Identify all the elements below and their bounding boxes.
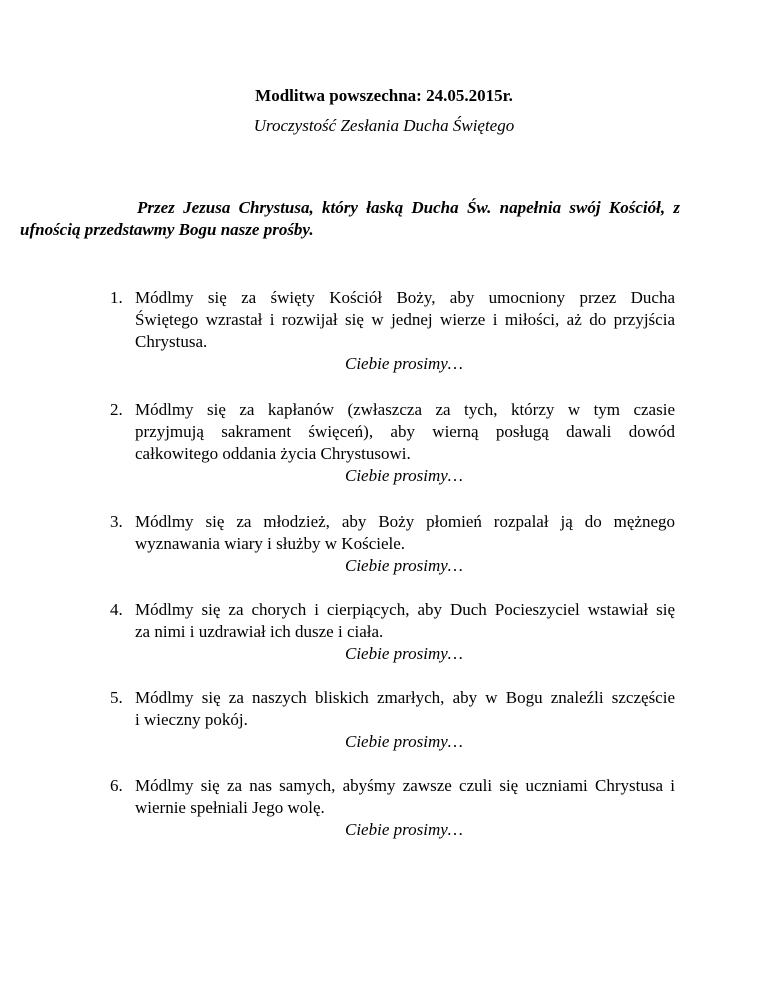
- petition-number: 4.: [110, 600, 123, 619]
- petition-item: [110, 599, 675, 665]
- petition-number: 3.: [110, 512, 123, 531]
- petition-line: Módlmy się za święty Kościół Boży, aby umocniony przez Ducha: [135, 288, 675, 307]
- petition-item: [110, 687, 675, 753]
- petition-response: Ciebie prosimy…: [345, 732, 463, 751]
- intro-paragraph: [20, 197, 680, 241]
- petition-number: 1.: [110, 288, 123, 307]
- petition-number: 5.: [110, 688, 123, 707]
- petition-line: całkowitego oddania życia Chrystusowi.: [135, 444, 411, 463]
- petition-line: i wieczny pokój.: [135, 710, 248, 729]
- petition-text: [135, 399, 675, 487]
- petition-line: Chrystusa.: [135, 332, 208, 351]
- petition-line: Módlmy się za naszych bliskich zmarłych, aby w Bogu znaleźli szczęście: [135, 688, 675, 707]
- intro-line: Przez Jezusa Chrystusa, który łaską Ducha Św. napełnia swój Kościół, z: [137, 198, 680, 217]
- petition-item: [110, 511, 675, 577]
- petition-number: 6.: [110, 776, 123, 795]
- petition-response: Ciebie prosimy…: [345, 820, 463, 839]
- petition-number: 2.: [110, 400, 123, 419]
- petition-line: Módlmy się za nas samych, abyśmy zawsze czuli się uczniami Chrystusa i: [135, 776, 675, 795]
- petition-item: [110, 287, 675, 375]
- petition-text: [135, 287, 675, 375]
- petition-text: [135, 511, 675, 577]
- petition-text: [135, 775, 675, 841]
- petition-response: Ciebie prosimy…: [345, 466, 463, 485]
- petition-response: Ciebie prosimy…: [345, 556, 463, 575]
- intro-line: ufnością przedstawmy Bogu nasze prośby.: [20, 220, 314, 239]
- petition-response: Ciebie prosimy…: [345, 644, 463, 663]
- petition-line: Módlmy się za chorych i cierpiących, aby Duch Pocieszyciel wstawiał się: [135, 600, 675, 619]
- petition-item: [110, 775, 675, 841]
- petition-item: [110, 399, 675, 487]
- petition-line: wyznawania wiary i służby w Kościele.: [135, 534, 406, 553]
- petition-line: Módlmy się za młodzież, aby Boży płomień rozpalał ją do mężnego: [135, 512, 675, 531]
- petition-text: [135, 687, 675, 753]
- petition-line: Świętego wzrastał i rozwijał się w jednej wierze i miłości, aż do przyjścia: [135, 310, 675, 329]
- petition-line: wiernie spełniali Jego wolę.: [135, 798, 325, 817]
- petition-line: przyjmują sakrament święceń), aby wierną posługą dawali dowód: [135, 422, 675, 441]
- petition-response: Ciebie prosimy…: [345, 354, 463, 373]
- document-subtitle: Uroczystość Zesłania Ducha Świętego: [253, 116, 515, 135]
- petition-line: za nimi i uzdrawiał ich dusze i ciała.: [135, 622, 384, 641]
- petition-line: Módlmy się za kapłanów (zwłaszcza za tych, którzy w tym czasie: [135, 400, 675, 419]
- document-title: Modlitwa powszechna: 24.05.2015r.: [255, 86, 513, 105]
- petition-text: [135, 599, 675, 665]
